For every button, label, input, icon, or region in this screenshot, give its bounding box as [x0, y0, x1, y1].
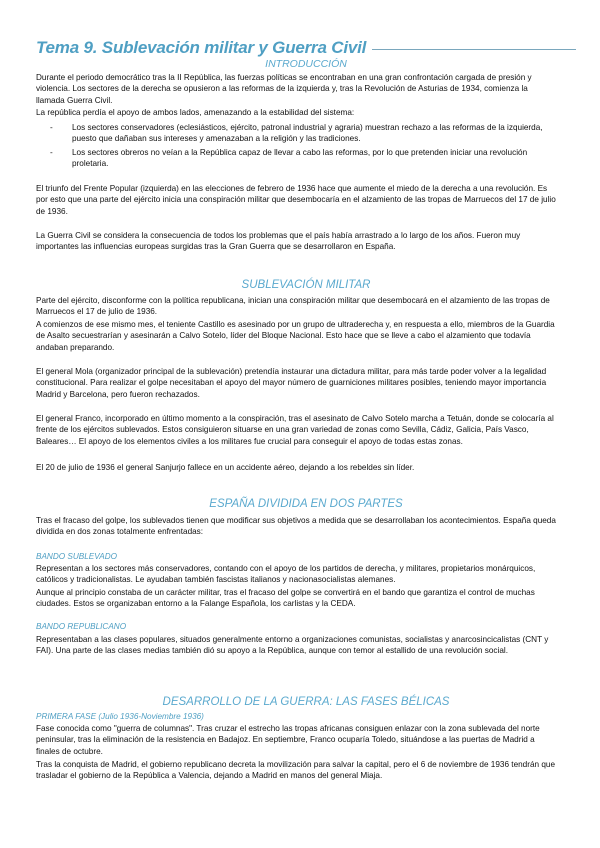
sublevacion-paragraph-1: Parte del ejército, disconforme con la política republicana, inician una conspiración militar que desembocará en el alzamiento de las tropas de Marruecos el 17 de julio de 1936.	[36, 296, 550, 317]
desarrollo-paragraph-1: Fase conocida como "guerra de columnas". Tras cruzar el estrecho las tropas africanas consiguen enlazar con la zona sublevada del norte peninsular, tras la eliminación de la resistencia en Badajoz. En septiembre, Franco ocuparía Toledo, situándose a las puertas de Madrid a finales de octubre.	[36, 724, 540, 756]
intro-bullet-2: Los sectores obreros no veían a la República capaz de llevar a cabo las reformas, por lo que pretenden iniciar una revolución proletaria.	[72, 148, 528, 169]
intro-paragraph-3: El triunfo del Frente Popular (izquierda) en las elecciones de febrero de 1936 hace que aumente el miedo de la derecha a una revolución. Es por esto que una parte del ejército inicia una conspiración militar que desembocaría en el alzamiento de las tropas de Marruecos del 17 de julio de 1936.	[36, 184, 556, 216]
heading-sublevacion-militar: SUBLEVACIÓN MILITAR	[241, 279, 371, 291]
sublevacion-paragraph-2: A comienzos de ese mismo mes, el teniente Castillo es asesinado por un grupo de ultraderecha y, en respuesta a ello, miembros de la Guardia de Asalto secuestrarían y asesinarán a Calvo Sotelo, líder del Bloque Nacional. Esto hace que se lleve a cabo el alzamiento que todavía andaban preparando.	[36, 320, 555, 352]
page-title: Tema 9. Sublevación militar y Guerra Civil	[36, 38, 367, 57]
sublevacion-paragraph-4: El general Franco, incorporado en último momento a la conspiración, tras el asesinato de Calvo Sotelo marcha a Tetuán, donde se colocaría al frente de los ejércitos sublevados. Estos consiguieron situarse en una gran variedad de zonas como Sevilla, Cádiz, Galicia, País Vasco, Baleares… El apoyo de los elementos civiles a los militares fue crucial para conseguir el apoyo de todas estas zonas.	[36, 414, 554, 446]
subheading-bando-republicano: BANDO REPUBLICANO	[36, 622, 127, 631]
sublevacion-paragraph-5: El 20 de julio de 1936 el general Sanjurjo fallece en un accidente aéreo, dejando a los rebeldes sin líder.	[36, 463, 415, 472]
bullet-dash: -	[50, 123, 53, 132]
title-row	[36, 36, 576, 60]
list-item	[50, 147, 550, 170]
intro-paragraph-2: La república perdía el apoyo de ambos lados, amenazando a la estabilidad del sistema:	[36, 108, 355, 117]
espana-paragraph-4: Representaban a las clases populares, situados generalmente entorno a organizaciones comunistas, socialistas y anarcosincicalistas (CNT y FAI). Una parte de las clases medias también dió su apoyo a la República, aunque con temor al estallido de una revolución social.	[36, 635, 549, 656]
heading-introduccion: INTRODUCCIÓN	[265, 58, 347, 70]
sublevacion-paragraph-3: El general Mola (organizador principal de la sublevación) pretendía instaurar una dictadura militar, para más tarde poder volver a la legalidad constitucional. Para realizar el golpe necesitaban el apoyo del mayor número de guarniciones militares posibles, teniendo mayor importancia Madrid y Barcelona, pero fueron rechazados.	[36, 367, 547, 399]
title-rule	[372, 49, 576, 50]
intro-paragraph-1: Durante el periodo democrático tras la II República, las fuerzas políticas se encontraban en una gran confrontación cargada de presión y violencia. Los sectores de la derecha se opusieron a las reformas de la izquierda y, tras la Revolución de Asturias de 1934, comienza la llamada Guerra Civil.	[36, 73, 532, 105]
subheading-primera-fase: PRIMERA FASE (Julio 1936-Noviembre 1936)	[36, 712, 204, 721]
espana-paragraph-3: Aunque al principio constaba de un carácter militar, tras el fracaso del golpe se convertirá en el bando que garantiza el control de muchas ciudades. Estos se organizaban entorno a la Falange Española, los carlistas y la CEDA.	[36, 588, 535, 609]
subheading-bando-sublevado: BANDO SUBLEVADO	[36, 552, 117, 561]
desarrollo-paragraph-2: Tras la conquista de Madrid, el gobierno republicano decreta la movilización para salvar la capital, pero el 6 de noviembre de 1936 tendrán que trasladar el gobierno de la República a Valencia, dejando a Madrid en manos del general Miaja.	[36, 760, 556, 781]
intro-paragraph-4: La Guerra Civil se considera la consecuencia de todos los problemas que el país había arrastrado a lo largo de los años. Fueron muy importantes las influencias europeas surgidas tras la Gran Guerra que se desarrollaron en España.	[36, 231, 521, 252]
list-item	[50, 122, 550, 145]
espana-paragraph-1: Tras el fracaso del golpe, los sublevados tienen que modificar sus objetivos a medida que se desarrollaban los acontecimientos. España queda dividida en dos zonas totalmente enfrentadas:	[36, 516, 556, 537]
intro-bullet-1: Los sectores conservadores (eclesiásticos, ejército, patronal industrial y agraria) muestran rechazo a las reformas de la izquierda, puesto que dañaban sus intereses y amenazaban a la religión y las tradiciones.	[72, 123, 543, 144]
bullet-dash: -	[50, 148, 53, 157]
heading-desarrollo-guerra: DESARROLLO DE LA GUERRA: LAS FASES BÉLICAS	[162, 696, 450, 708]
espana-paragraph-2: Representan a los sectores más conservadores, contando con el apoyo de los partidos de derecha, y militares, propietarios monárquicos, católicos y tradicionalistas. Le ayudaban también fascistas italianos y nacionasocialistas alemanes.	[36, 564, 536, 585]
heading-espana-dividida: ESPAÑA DIVIDIDA EN DOS PARTES	[209, 498, 403, 510]
